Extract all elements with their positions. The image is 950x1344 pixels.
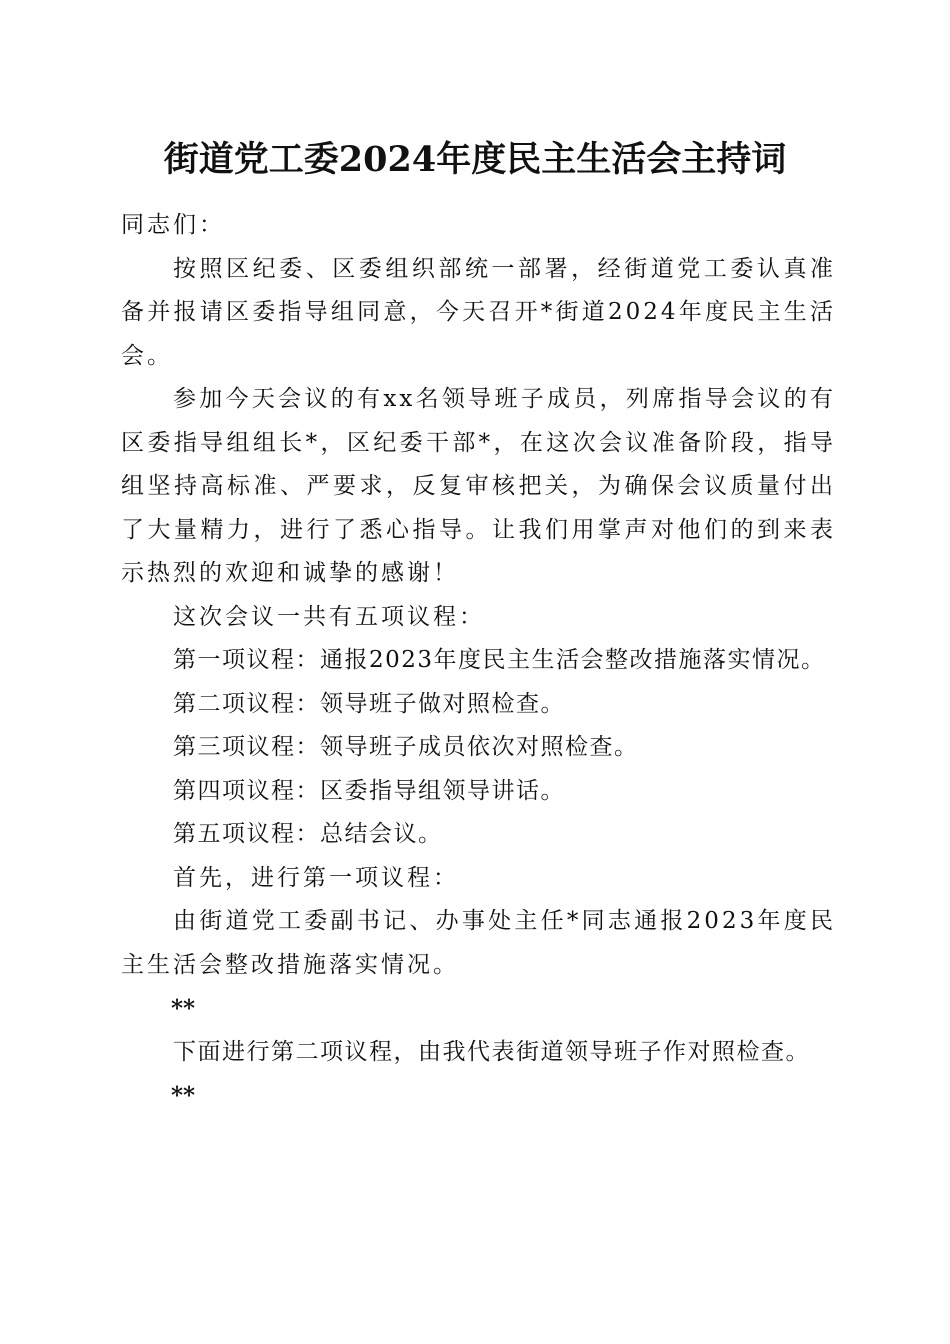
paragraph-report: 由街道党工委副书记、办事处主任*同志通报2023年度民主生活会整改措施落实情况。 (121, 908, 836, 978)
placeholder-stars-1: ** (171, 995, 196, 1022)
paragraph-attendees: 参加今天会议的有xx名领导班子成员，列席指导会议的有区委指导组组长*，区纪委干部*，在这次会议准备阶段，指导组坚持高标准、严要求，反复审核把关，为确保会议质量付出了大量精力，进行了悉心指导。让我们用掌声对他们的到来表示热烈的欢迎和诚挚的感谢！ (121, 386, 836, 586)
paragraph-second-item: 下面进行第二项议程，由我代表街道领导班子作对照检查。 (173, 1038, 810, 1065)
document-body (121, 204, 836, 1118)
agenda-item-2: 第二项议程：领导班子做对照检查。 (173, 690, 565, 717)
document-title: 街道党工委2024年度民主生活会主持词 (163, 139, 787, 180)
agenda-item-1: 第一项议程：通报2023年度民主生活会整改措施落实情况。 (173, 647, 826, 673)
paragraph-first-item: 首先，进行第一项议程： (173, 864, 459, 891)
greeting: 同志们： (121, 212, 225, 238)
agenda-item-5: 第五项议程：总结会议。 (173, 821, 443, 847)
agenda-item-3: 第三项议程：领导班子成员依次对照检查。 (173, 734, 639, 760)
paragraph-deployment: 按照区纪委、区委组织部统一部署，经街道党工委认真准备并报请区委指导组同意，今天召开*街道2024年度民主生活会。 (121, 255, 836, 369)
placeholder-stars-2: ** (171, 1082, 196, 1109)
agenda-item-4: 第四项议程：区委指导组领导讲话。 (173, 777, 565, 804)
paragraph-agenda-intro: 这次会议一共有五项议程： (173, 603, 485, 630)
